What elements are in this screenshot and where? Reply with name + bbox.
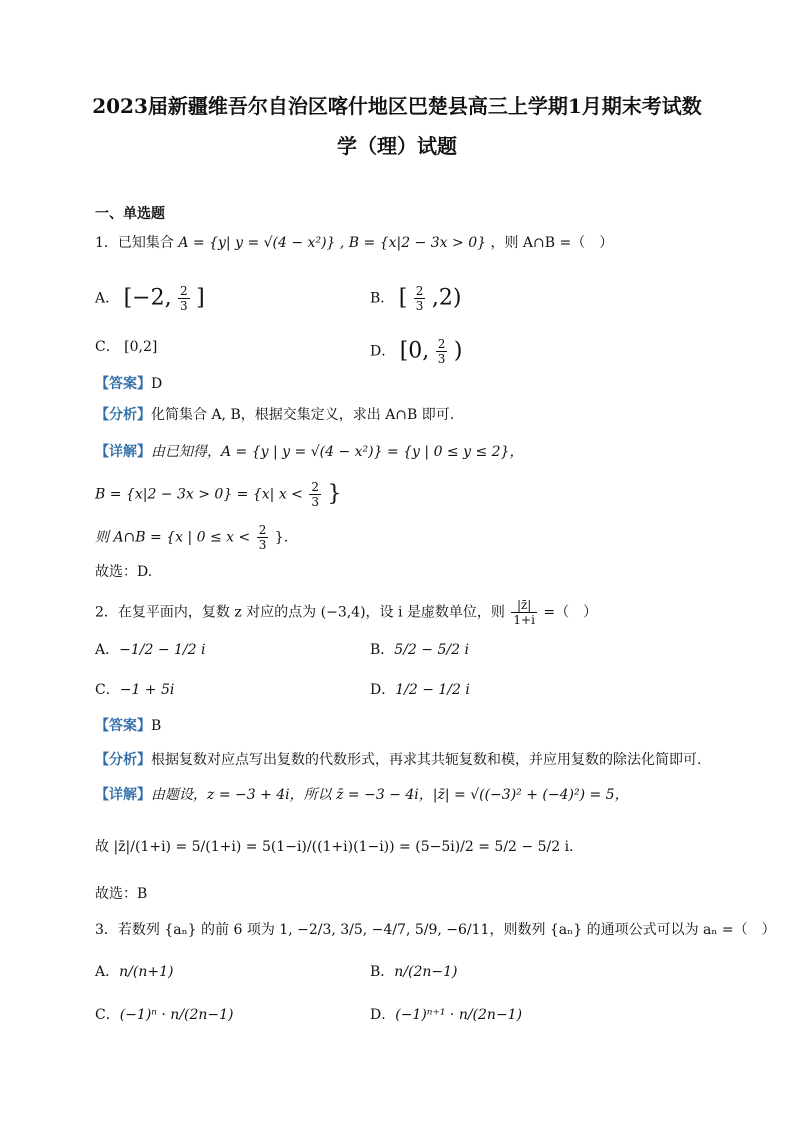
q1-option-c bbox=[95, 337, 157, 357]
q1-option-b-label: B． bbox=[370, 290, 395, 307]
frac-den: 3 bbox=[180, 299, 188, 313]
q2-option-b bbox=[370, 640, 469, 660]
q1-choose: 故选：D. bbox=[95, 564, 153, 580]
q1-detail-line-3 bbox=[95, 523, 288, 552]
detail-right: }. bbox=[274, 529, 289, 546]
q1-option-d bbox=[370, 337, 462, 366]
q2-analysis bbox=[95, 750, 701, 770]
q1-option-b-fraction bbox=[414, 284, 426, 313]
q2-option-c bbox=[95, 680, 174, 700]
q1-set-b: , B = {x|2 − 3x > 0} bbox=[339, 235, 487, 251]
frac-num: 2 bbox=[258, 523, 267, 537]
frac-den: 3 bbox=[311, 495, 319, 509]
analysis-tag: 【分析】 bbox=[95, 752, 151, 768]
detail-tag: 【详解】 bbox=[95, 444, 151, 460]
q2-option-a bbox=[95, 640, 205, 660]
option-text: −1 + 5i bbox=[119, 682, 175, 698]
section-heading: 一、单选题 bbox=[95, 206, 165, 222]
detail-fraction bbox=[257, 523, 269, 552]
option-label: C． bbox=[95, 1007, 120, 1023]
detail-fraction bbox=[309, 480, 321, 509]
q1-stem bbox=[95, 233, 613, 253]
document-title-line-2: 学（理）试题 bbox=[337, 134, 457, 158]
option-label: D． bbox=[370, 682, 396, 698]
frac-num: 2 bbox=[180, 284, 188, 298]
q1-option-d-right: ) bbox=[453, 338, 463, 364]
frac-den: 3 bbox=[258, 538, 267, 552]
frac-num: 2 bbox=[311, 480, 319, 494]
q2-stem-tail: =（ ） bbox=[543, 604, 598, 621]
q1-option-a-fraction bbox=[178, 284, 190, 313]
q1-detail-line-2 bbox=[95, 480, 341, 509]
q1-option-b-left: [ bbox=[398, 285, 408, 311]
frac-den: 3 bbox=[415, 299, 424, 313]
answer-value: B bbox=[151, 718, 162, 734]
q1-option-a-right: ] bbox=[196, 285, 205, 311]
answer-tag: 【答案】 bbox=[95, 376, 151, 392]
option-text: (−1)ⁿ · n/(2n−1) bbox=[119, 1007, 234, 1023]
option-label: A． bbox=[95, 964, 120, 980]
option-text: −1/2 − 1/2 i bbox=[119, 642, 206, 658]
detail-text: 由已知得，A = {y | y = √(4 − x²)} = {y | 0 ≤ y ≤ 2}， bbox=[151, 444, 524, 460]
frac-den: 1+i bbox=[513, 613, 535, 627]
q1-option-b-right: ,2) bbox=[431, 285, 462, 311]
analysis-text: 根据复数对应点写出复数的代数形式，再求其共轭复数和模，并应用复数的除法化简即可. bbox=[151, 752, 702, 768]
q1-option-a-left: [−2, bbox=[123, 285, 172, 311]
detail-left: 则 A∩B = {x | 0 ≤ x < bbox=[95, 529, 251, 546]
frac-num: 2 bbox=[415, 284, 424, 298]
q2-detail-line-2: 故 |z̄|/(1+i) = 5/(1+i) = 5(1−i)/((1+i)(1−i)) = (5−5i)/2 = 5/2 − 5/2 i. bbox=[95, 839, 574, 855]
q2-choose: 故选：B bbox=[95, 886, 148, 902]
option-text: 1/2 − 1/2 i bbox=[395, 682, 470, 698]
option-text: n/(n+1) bbox=[119, 964, 174, 980]
frac-num: 2 bbox=[437, 337, 446, 351]
detail-left: B = {x|2 − 3x > 0} = {x| x < bbox=[95, 486, 303, 503]
q1-option-c-label: C． bbox=[95, 339, 120, 355]
q1-set-a: A = {y| y = √(4 − x²)} bbox=[178, 235, 336, 251]
q2-stem-fraction bbox=[511, 598, 537, 627]
detail-right: } bbox=[327, 481, 342, 507]
q1-option-a bbox=[95, 284, 205, 313]
q2-option-d bbox=[370, 680, 470, 700]
q1-detail-line-1 bbox=[95, 442, 523, 462]
detail-tag: 【详解】 bbox=[95, 787, 151, 803]
option-label: A． bbox=[95, 642, 120, 658]
q3-option-d bbox=[370, 1005, 522, 1025]
q3-option-b bbox=[370, 962, 458, 982]
option-label: B． bbox=[370, 964, 395, 980]
detail-text: 由题设，z = −3 + 4i，所以 z̄ = −3 − 4i，|z̄| = √((−3)² + (−4)²) = 5， bbox=[151, 787, 629, 803]
q2-stem bbox=[95, 598, 597, 627]
option-text: (−1)ⁿ⁺¹ · n/(2n−1) bbox=[395, 1007, 523, 1023]
q2-detail-line-1 bbox=[95, 785, 629, 805]
option-text: n/(2n−1) bbox=[394, 964, 458, 980]
q1-option-a-label: A． bbox=[95, 290, 120, 307]
analysis-text: 化简集合 A, B，根据交集定义，求出 A∩B 即可. bbox=[151, 407, 455, 423]
answer-tag: 【答案】 bbox=[95, 718, 151, 734]
option-text: 5/2 − 5/2 i bbox=[394, 642, 469, 658]
option-label: B． bbox=[370, 642, 395, 658]
q2-answer bbox=[95, 716, 161, 736]
q1-analysis bbox=[95, 405, 454, 425]
q1-option-d-left: [0, bbox=[399, 338, 430, 364]
q1-option-d-label: D． bbox=[370, 343, 396, 360]
q2-stem-prefix: 2．在复平面内，复数 z 对应的点为 (−3,4)，设 i 是虚数单位，则 bbox=[95, 604, 505, 621]
q3-option-a bbox=[95, 962, 173, 982]
document-title-line-1: 2023届新疆维吾尔自治区喀什地区巴楚县高三上学期1月期末考试数 bbox=[92, 94, 702, 118]
answer-value: D bbox=[151, 376, 163, 392]
q1-stem-prefix: 1．已知集合 bbox=[95, 235, 174, 251]
frac-num: |z̄| bbox=[511, 598, 537, 613]
q1-option-c-value: [0,2] bbox=[124, 339, 158, 355]
q1-answer bbox=[95, 374, 162, 394]
q1-option-d-fraction bbox=[436, 337, 448, 366]
q1-option-b bbox=[370, 284, 461, 313]
analysis-tag: 【分析】 bbox=[95, 407, 151, 423]
q3-option-c bbox=[95, 1005, 234, 1025]
q3-stem: 3．若数列 {aₙ} 的前 6 项为 1, −2/3, 3/5, −4/7, 5/9, −6/11，则数列 {aₙ} 的通项公式可以为 aₙ =（ ） bbox=[95, 922, 776, 938]
option-label: C． bbox=[95, 682, 120, 698]
q1-stem-tail: ，则 A∩B =（ ） bbox=[490, 235, 614, 251]
option-label: D． bbox=[370, 1007, 396, 1023]
frac-den: 3 bbox=[437, 352, 446, 366]
